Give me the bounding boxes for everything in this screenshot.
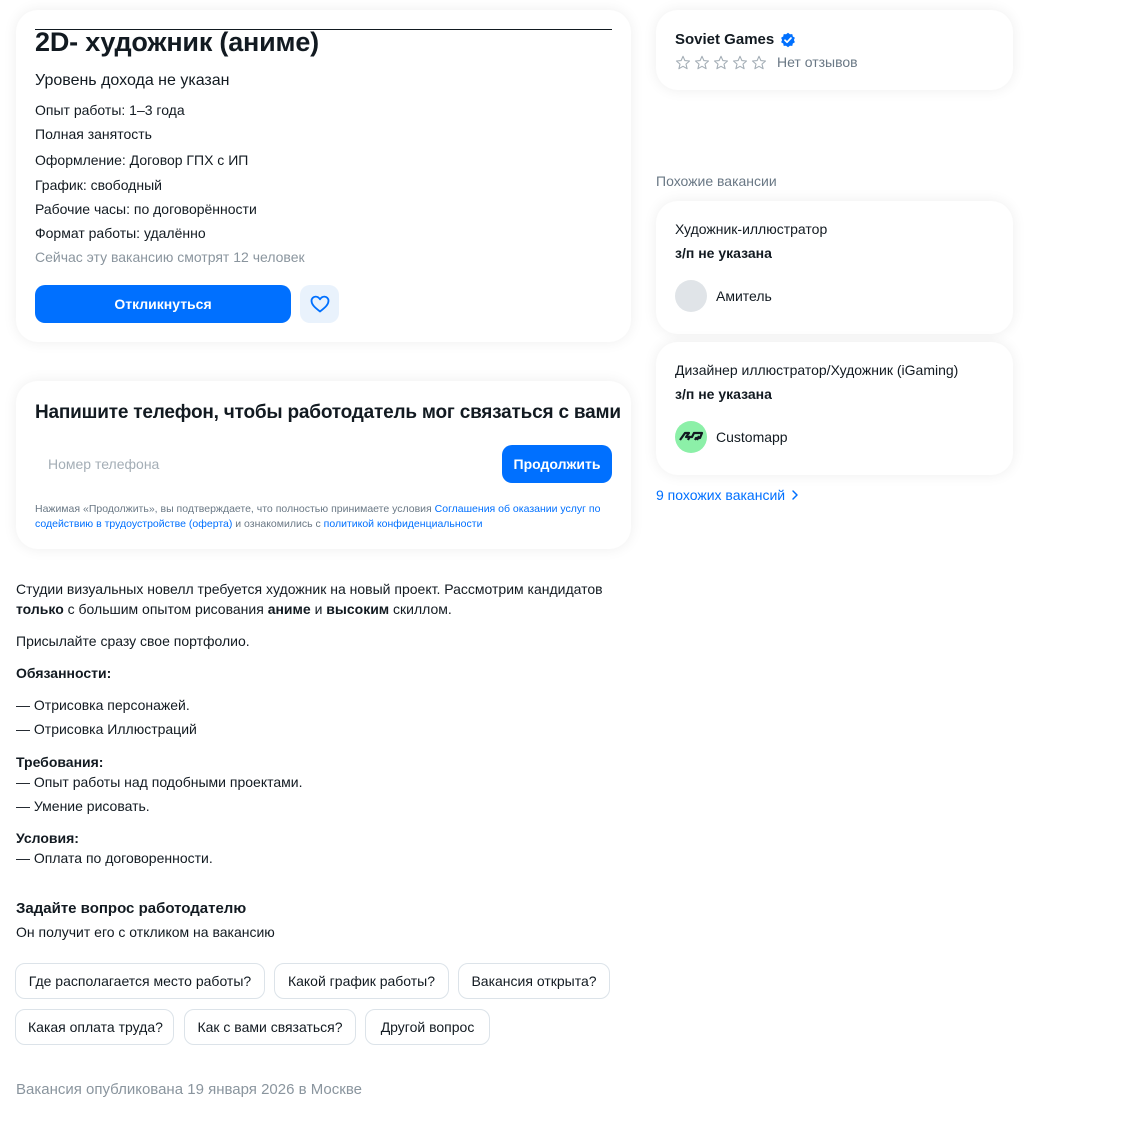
- consent-middle: и ознакомились с: [232, 518, 324, 530]
- question-chip-salary[interactable]: Какая оплата труда?: [15, 1009, 174, 1045]
- rating-stars: [675, 55, 767, 76]
- chevron-right-icon: [791, 489, 799, 501]
- intro-text-part3: скиллом.: [389, 601, 452, 617]
- verified-badge-icon: [780, 32, 796, 53]
- question-chip-schedule[interactable]: Какой график работы?: [274, 963, 449, 999]
- salary-text: Уровень дохода не указан: [35, 72, 230, 89]
- ask-employer-title: Задайте вопрос работодателю: [16, 900, 247, 917]
- similar-vacancy-salary: з/п не указана: [675, 386, 772, 402]
- work-format-text: Формат работы: удалённо: [35, 225, 206, 241]
- employment-type-text: Полная занятость: [35, 126, 152, 142]
- intro-text-part1: с большим опытом рисования: [63, 601, 268, 617]
- requirement-item: — Умение рисовать.: [16, 798, 150, 814]
- favorite-button[interactable]: [300, 285, 339, 323]
- continue-button[interactable]: Продолжить: [502, 445, 612, 483]
- similar-vacancy-company: Customapp: [716, 429, 788, 445]
- more-similar-vacancies-link[interactable]: [656, 487, 799, 503]
- ask-employer-subtitle: Он получит его с откликом на вакансию: [16, 924, 275, 940]
- similar-vacancies-heading: Похожие вакансии: [656, 173, 777, 189]
- viewers-count-text: Сейчас эту вакансию смотрят 12 человек: [35, 249, 305, 265]
- offer-agreement-link[interactable]: Соглашения об оказании услуг по содействию в трудоустройстве (оферта): [35, 503, 601, 530]
- similar-vacancy-salary: з/п не указана: [675, 245, 772, 261]
- conditions-heading: Условия:: [16, 830, 79, 846]
- duty-item: — Отрисовка персонажей.: [16, 697, 190, 713]
- requirement-item: — Опыт работы над подобными проектами.: [16, 774, 303, 790]
- reviews-count-text: Нет отзывов: [777, 54, 858, 70]
- question-chip-open[interactable]: Вакансия открыта?: [458, 963, 610, 999]
- description-intro-line1: Студии визуальных новелл требуется художник на новый проект. Рассмотрим кандидатов: [16, 581, 603, 597]
- privacy-policy-link[interactable]: политикой конфиденциальности: [323, 518, 483, 530]
- customapp-logo-icon: [675, 421, 707, 453]
- star-outline-icon: [694, 55, 710, 76]
- star-outline-icon: [675, 55, 691, 76]
- question-chip-other[interactable]: Другой вопрос: [365, 1009, 490, 1045]
- phone-form-title: Напишите телефон, чтобы работодатель мог связаться с вами: [35, 402, 621, 423]
- apply-button[interactable]: Откликнуться: [35, 285, 291, 323]
- emphasis-high: высоким: [326, 601, 390, 617]
- portfolio-request-text: Присылайте сразу свое портфолио.: [16, 633, 250, 649]
- company-logo: [675, 280, 707, 312]
- phone-number-input[interactable]: [35, 445, 493, 483]
- star-outline-icon: [732, 55, 748, 76]
- star-outline-icon: [751, 55, 767, 76]
- more-similar-label: 9 похожих вакансий: [656, 487, 786, 503]
- published-date-text: Вакансия опубликована 19 января 2026 в Москве: [16, 1081, 362, 1098]
- similar-vacancy-company: Амитель: [716, 288, 772, 304]
- employer-card: [656, 10, 1013, 90]
- similar-vacancy-card[interactable]: [656, 342, 1013, 475]
- vacancy-card: [16, 10, 631, 342]
- phone-contact-card: [16, 381, 631, 549]
- emphasis-anime: аниме: [267, 601, 311, 617]
- consent-text: [35, 502, 615, 532]
- experience-text: Опыт работы: 1–3 года: [35, 102, 185, 118]
- similar-vacancy-card[interactable]: [656, 201, 1013, 334]
- requirements-heading: Требования:: [16, 754, 104, 770]
- duties-heading: Обязанности:: [16, 665, 112, 681]
- question-chip-location[interactable]: Где располагается место работы?: [15, 963, 265, 999]
- similar-vacancy-title[interactable]: Дизайнер иллюстратор/Художник (iGaming): [675, 362, 959, 378]
- schedule-text: График: свободный: [35, 177, 162, 193]
- consent-prefix: Нажимая «Продолжить», вы подтверждаете, что полностью принимаете условия: [35, 503, 435, 515]
- emphasis-only: только: [16, 601, 64, 617]
- heart-icon: [310, 295, 330, 313]
- condition-item: — Оплата по договоренности.: [16, 850, 213, 866]
- contract-type-text: Оформление: Договор ГПХ с ИП: [35, 152, 249, 168]
- company-logo: [675, 421, 707, 453]
- description-intro-line2: [16, 599, 452, 619]
- employer-name-link[interactable]: Soviet Games: [675, 31, 775, 48]
- vacancy-title: 2D- художник (аниме): [35, 27, 319, 57]
- intro-text-part2: и: [310, 601, 327, 617]
- star-outline-icon: [713, 55, 729, 76]
- similar-vacancy-title[interactable]: Художник-иллюстратор: [675, 221, 828, 237]
- question-chip-contact[interactable]: Как с вами связаться?: [184, 1009, 356, 1045]
- working-hours-text: Рабочие часы: по договорённости: [35, 201, 257, 217]
- duty-item: — Отрисовка Иллюстраций: [16, 721, 197, 737]
